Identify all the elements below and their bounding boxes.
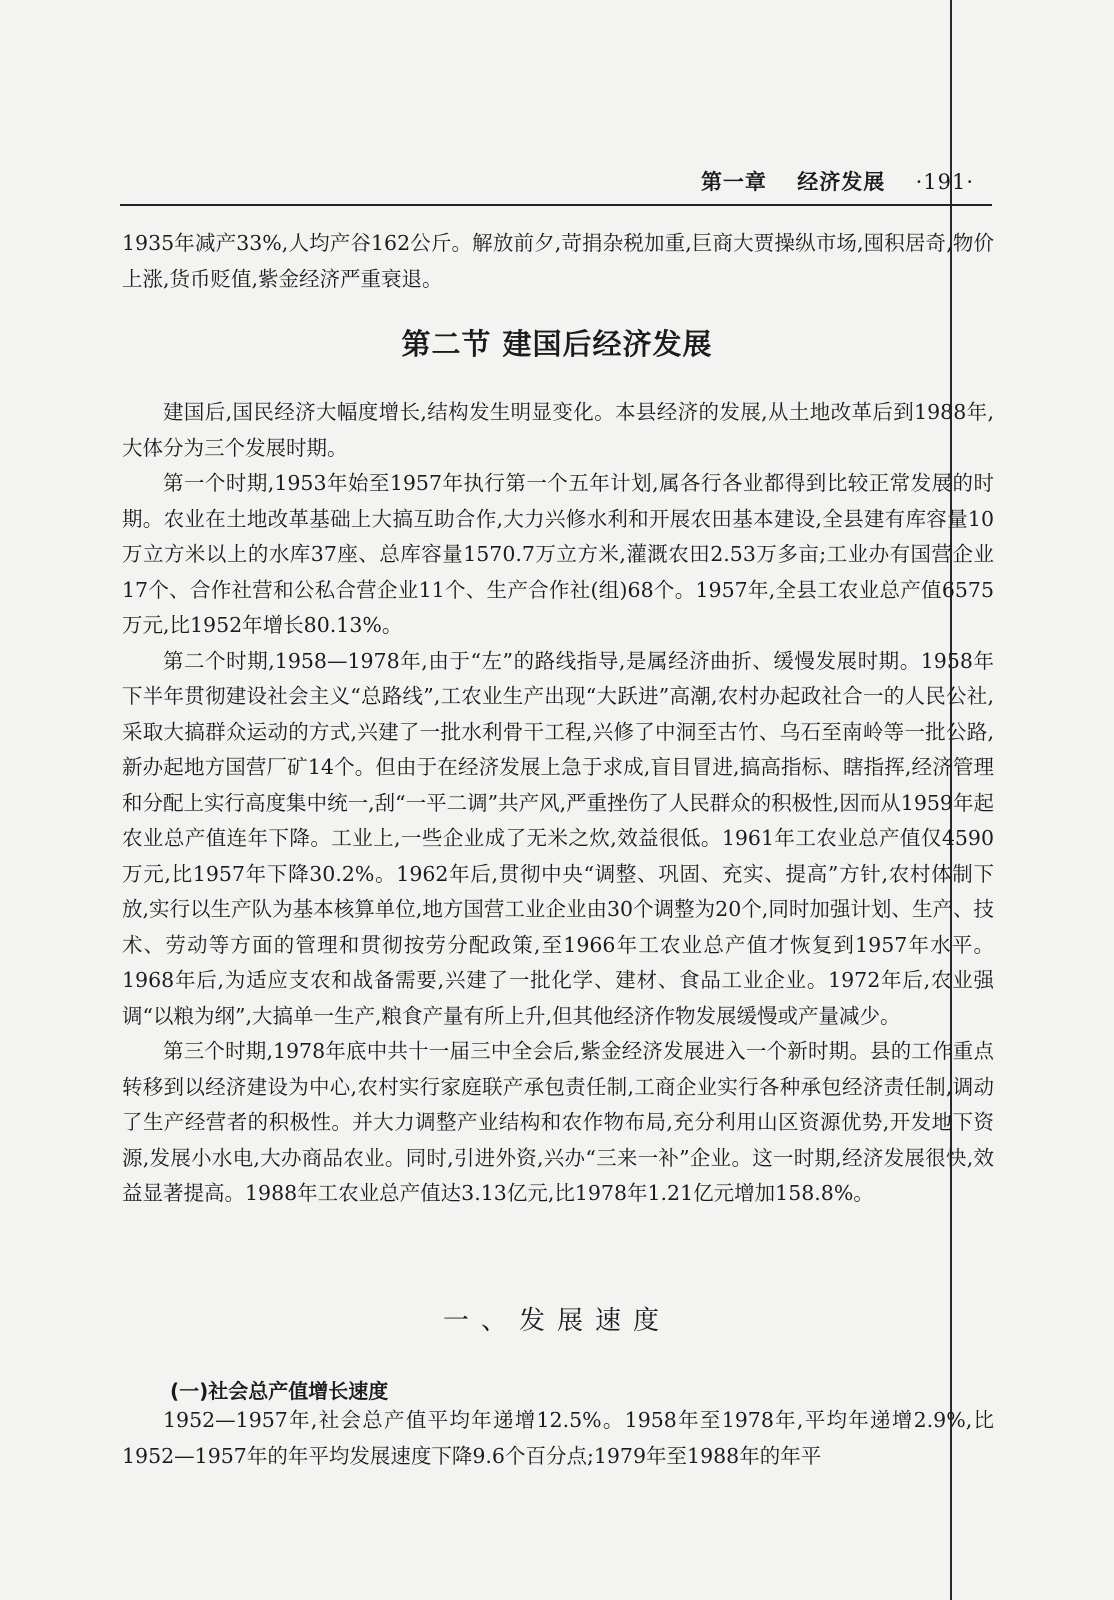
subsection-paragraph: 1952—1957年,社会总产值平均年递增12.5%。1958年至1978年,平均年递增2.9%,比1952—1957年的年平均发展速度下降9.6个百分点;1979年至1988年的年平 — [122, 1408, 994, 1468]
intro-paragraph: 1935年减产33%,人均产谷162公斤。解放前夕,苛捐杂税加重,巨商大贾操纵市场,囤积居奇,物价上涨,货币贬值,紫金经济严重衰退。 — [122, 231, 994, 291]
chapter-label: 第一章 — [700, 170, 767, 194]
chapter-title: 经济发展 — [797, 170, 886, 194]
section-paragraph-2: 第一个时期,1953年始至1957年执行第一个五年计划,属各行各业都得到比较正常发展的时期。农业在土地改革基础上大搞互助合作,大力兴修水利和开展农田基本建设,全县建有库容量10万立方米以上的水库37座、总库容量1570.7万立方米,灌溉农田2.53万多亩;工业办有国营企业17个、合作社营和公私合营企业11个、生产合作社(组)68个。1957年,全县工农业总产值6575万元,比1952年增长80.13%。 — [122, 471, 994, 637]
section-body — [122, 395, 994, 1212]
section-paragraph-4: 第三个时期,1978年底中共十一届三中全会后,紫金经济发展进入一个新时期。县的工作重点转移到以经济建设为中心,农村实行家庭联产承包责任制,工商企业实行各种承包经济责任制,调动了生产经营者的积极性。并大力调整产业结构和农作物布局,充分利用山区资源优势,开发地下资源,发展小水电,大办商品农业。同时,引进外资,兴办“三来一补”企业。这一时期,经济发展很快,效益显著提高。1988年工农业总产值达3.13亿元,比1978年1.21亿元增加158.8%。 — [122, 1039, 994, 1205]
subsection-title: 一、发展速度 — [442, 1306, 671, 1336]
intro-block — [122, 226, 994, 297]
section-paragraph-1: 建国后,国民经济大幅度增长,结构发生明显变化。本县经济的发展,从土地改革后到1988年,大体分为三个发展时期。 — [122, 400, 994, 460]
section-paragraph-3: 第二个时期,1958—1978年,由于“左”的路线指导,是属经济曲折、缓慢发展时期。1958年下半年贯彻建设社会主义“总路线”,工农业生产出现“大跃进”高潮,农村办起政社合一的人民公社,采取大搞群众运动的方式,兴建了一批水利骨干工程,兴修了中洞至古竹、乌石至南岭等一批公路,新办起地方国营厂矿14个。但由于在经济发展上急于求成,盲目冒进,搞高指标、瞎指挥,经济管理和分配上实行高度集中统一,刮“一平二调”共产风,严重挫伤了人民群众的积极性,因而从1959年起农业总产值连年下降。工业上,一些企业成了无米之炊,效益很低。1961年工农业总产值仅4590万元,比1957年下降30.2%。1962年后,贯彻中央“调整、巩固、充实、提高”方针,农村体制下放,实行以生产队为基本核算单位,地方国营工业企业由30个调整为20个,同时加强计划、生产、技术、劳动等方面的管理和贯彻按劳分配政策,至1966年工农业总产值才恢复到1957年水平。1968年后,为适应支农和战备需要,兴建了一批化学、建材、食品工业企业。1972年后,农业强调“以粮为纲”,大搞单一生产,粮食产量有所上升,但其他经济作物发展缓慢或产量减少。 — [122, 648, 994, 1028]
header-rule — [120, 204, 992, 206]
page-number: ·191· — [915, 170, 974, 194]
subsubsection-title: (一)社会总产值增长速度 — [170, 1379, 389, 1403]
running-header — [701, 166, 974, 196]
section-title: 第二节 建国后经济发展 — [401, 327, 713, 361]
subsection-body — [122, 1403, 994, 1474]
